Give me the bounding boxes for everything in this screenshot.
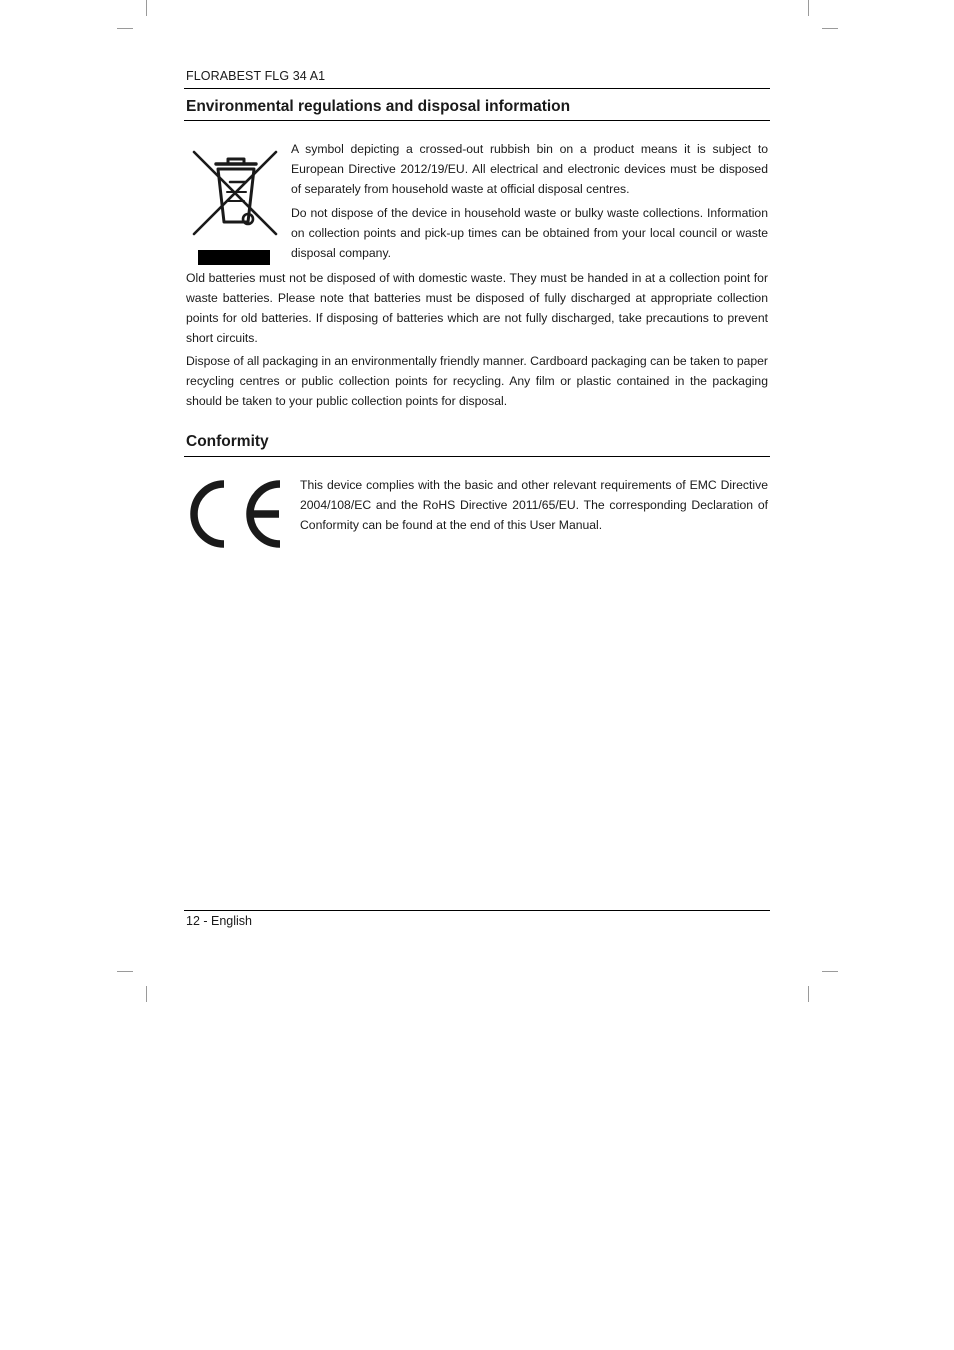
paragraph: This device complies with the basic and other relevant requirements of EMC Directive 2004/108/EC and the RoHS Directive 2011/65/EU. The corresponding Declaration of Conformity can be found at the end of this User Manual. [300,478,768,532]
paragraph: Do not dispose of the device in household waste or bulky waste collections. Information on collection points and pick-up times can be obtained from your local council or waste disposal company. [291,206,768,260]
crop-mark [146,0,147,16]
footer-rule [184,910,770,911]
crop-mark [822,971,838,972]
section-title-environmental: Environmental regulations and disposal information [186,98,571,115]
running-header: FLORABEST FLG 34 A1 [186,69,326,83]
section-rule [184,456,770,457]
ce-mark-icon [187,478,287,550]
crop-mark [822,28,838,29]
crop-mark [146,986,147,1002]
section-rule [184,120,770,121]
crop-mark [808,986,809,1002]
crop-mark [117,28,133,29]
section-title-conformity: Conformity [186,433,269,450]
paragraph: Dispose of all packaging in an environmentally friendly manner. Cardboard packaging can be taken to paper recycling centres or public collection points for recycling. Any film or plastic contained in the packaging should be taken to your public collection points for disposal. [186,354,768,408]
crossed-out-bin-icon [190,146,282,268]
crop-mark [117,971,133,972]
crop-mark [808,0,809,16]
header-rule [184,88,770,89]
paragraph: A symbol depicting a crossed-out rubbish bin on a product means it is subject to European Directive 2012/19/EU. All electrical and electronic devices must be disposed of separately from household waste at official disposal centres. [291,142,768,196]
page-number: 12 - English [186,914,253,928]
paragraph: Old batteries must not be disposed of with domestic waste. They must be handed in at a collection point for waste batteries. Please note that batteries must be disposed of fully discharged at appropriate collection points for old batteries. If disposing of batteries which are not fully discharged, take precautions to prevent short circuits. [186,271,768,345]
